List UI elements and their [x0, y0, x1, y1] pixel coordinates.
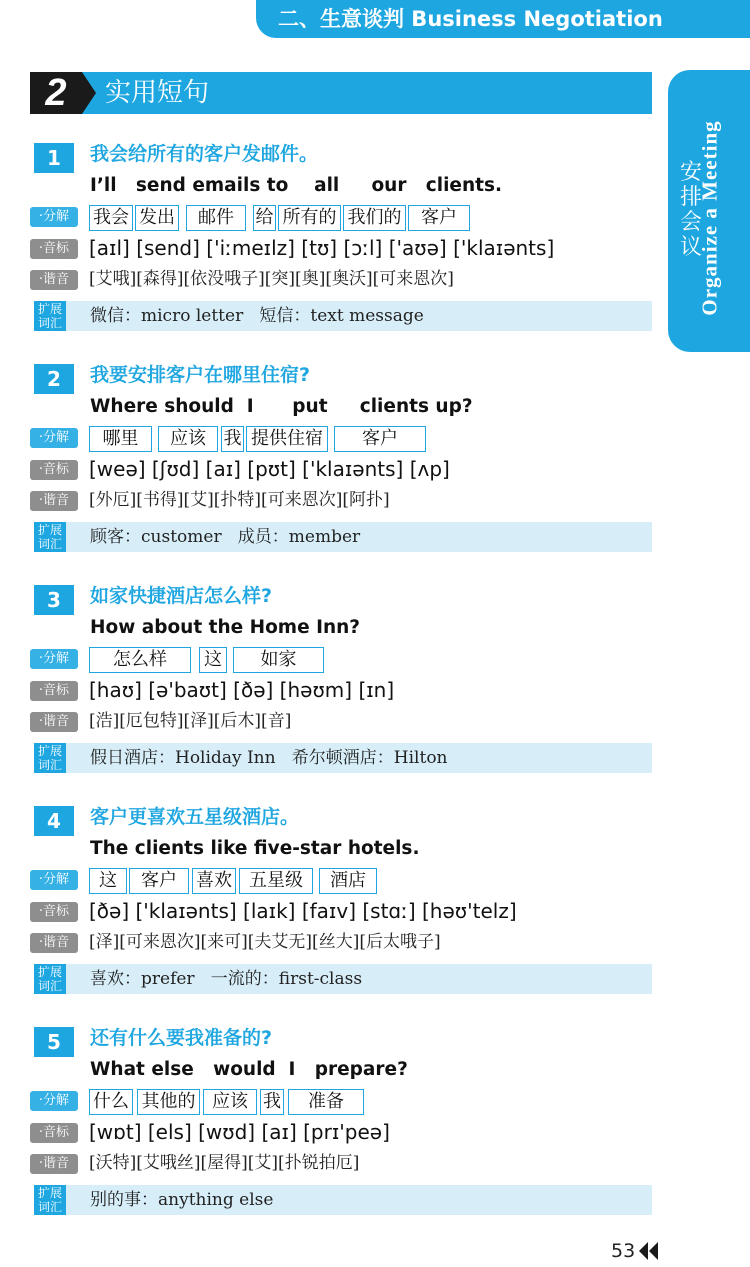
entry-cn-sentence: 我要安排客户在哪里住宿?: [90, 364, 311, 386]
segment-box: 应该: [158, 426, 218, 452]
extension-tag-line2: 词汇: [37, 979, 62, 993]
segment-box: 我会: [89, 205, 133, 231]
entry-cn-sentence: 我会给所有的客户发邮件。: [90, 143, 319, 165]
xieyin-tag: ·谐音: [30, 712, 78, 732]
extension-tag: [34, 743, 66, 773]
segment-box: 酒店: [319, 868, 377, 894]
segment-box: 客户: [334, 426, 426, 452]
xieyin-tag: ·谐音: [30, 933, 78, 953]
yinbiao-tag: ·音标: [30, 239, 78, 259]
segment-box: 客户: [408, 205, 470, 231]
phonetic-text: [ðə] ['klaɪənts] [laɪk] [faɪv] [stɑː] [həʊ'telz]: [89, 899, 517, 923]
segment-box: 其他的: [137, 1089, 200, 1115]
extension-text: 微信：micro letter 短信：text message: [90, 306, 424, 326]
segment-box: 提供住宿: [246, 426, 328, 452]
double-left-arrow-icon: [638, 1241, 660, 1261]
xieyin-tag: ·谐音: [30, 1154, 78, 1174]
phrase-entry-2: [0, 358, 750, 579]
entry-en-sentence: Where should I put clients up?: [90, 396, 473, 417]
phonetic-text: [weə] [ʃʊd] [aɪ] [pʊt] ['klaɪənts] [ʌp]: [89, 457, 450, 481]
yinbiao-tag: ·音标: [30, 1123, 78, 1143]
yinbiao-tag: ·音标: [30, 460, 78, 480]
extension-tag: [34, 522, 66, 552]
page-number: 53: [611, 1240, 636, 1262]
extension-tag: [34, 1185, 66, 1215]
segment-box: 这: [89, 868, 127, 894]
extension-vocab-bar: [34, 743, 652, 773]
segment-box: 应该: [203, 1089, 257, 1115]
extension-tag-line2: 词汇: [37, 758, 62, 772]
section-number: 2: [45, 72, 67, 114]
entry-number: 1: [34, 143, 74, 173]
entry-en-sentence: I’ll send emails to all our clients.: [90, 175, 503, 196]
segment-box: 五星级: [239, 868, 313, 894]
phonetic-text: [aɪl] [send] ['iːmeɪlz] [tʊ] [ɔːl] ['aʊə] ['klaɪənts]: [89, 236, 555, 260]
side-tab-char: 会: [679, 210, 702, 235]
segment-box: 什么: [89, 1089, 133, 1115]
extension-tag-line2: 词汇: [37, 537, 62, 551]
side-tab-char: 安: [679, 160, 702, 185]
extension-text: 别的事：anything else: [90, 1190, 274, 1210]
extension-vocab-bar: [34, 964, 652, 994]
segment-box: 客户: [129, 868, 189, 894]
phrase-entry-5: [0, 1021, 750, 1242]
segment-box: 邮件: [186, 205, 246, 231]
segment-box: 我: [221, 426, 244, 452]
segment-box: 我: [260, 1089, 284, 1115]
phonetic-text: [haʊ] [ə'baʊt] [ðə] [həʊm] [ɪn]: [89, 678, 395, 702]
yinbiao-tag: ·音标: [30, 902, 78, 922]
extension-tag-line1: 扩展: [37, 744, 62, 758]
segment-box: 准备: [288, 1089, 364, 1115]
extension-tag-line1: 扩展: [37, 965, 62, 979]
side-tab-char: 排: [679, 185, 702, 210]
extension-tag-line1: 扩展: [37, 523, 62, 537]
extension-tag: [34, 964, 66, 994]
segment-box: 如家: [233, 647, 324, 673]
extension-text: 顾客：customer 成员：member: [90, 527, 361, 547]
xieyin-text: [艾哦][森得][依没哦子][突][奥][奥沃][可来恩次]: [89, 269, 454, 289]
fenjie-tag: ·分解: [30, 1091, 78, 1111]
fenjie-tag: ·分解: [30, 870, 78, 890]
entry-cn-sentence: 还有什么要我准备的?: [90, 1027, 273, 1049]
entry-en-sentence: What else would I prepare?: [90, 1059, 408, 1080]
xieyin-text: [泽][可来恩次][来可][夫艾无][丝大][后太哦子]: [89, 932, 441, 952]
extension-tag-line2: 词汇: [37, 1200, 62, 1214]
phrase-entry-1: [0, 137, 750, 358]
extension-text: 喜欢：prefer 一流的：first-class: [90, 969, 363, 989]
entry-number: 4: [34, 806, 74, 836]
extension-vocab-bar: [34, 522, 652, 552]
segment-box: 哪里: [89, 426, 152, 452]
section-number-badge: [30, 72, 110, 114]
segment-box: 给: [253, 205, 276, 231]
fenjie-tag: ·分解: [30, 649, 78, 669]
entry-en-sentence: How about the Home Inn?: [90, 617, 361, 638]
entry-en-sentence: The clients like five-star hotels.: [90, 838, 420, 859]
entry-cn-sentence: 如家快捷酒店怎么样?: [90, 585, 273, 607]
xieyin-text: [沃特][艾哦丝][屋得][艾][扑锐拍厄]: [89, 1153, 360, 1173]
chapter-banner: 二、生意谈判 Business Negotiation: [256, 0, 750, 38]
extension-tag-line1: 扩展: [37, 1186, 62, 1200]
xieyin-text: [外厄][书得][艾][扑特][可来恩次][阿扑]: [89, 490, 390, 510]
xieyin-tag: ·谐音: [30, 491, 78, 511]
xieyin-text: [浩][厄包特][泽][后木][音]: [89, 711, 292, 731]
phrase-entry-3: [0, 579, 750, 800]
extension-tag: [34, 301, 66, 331]
segment-box: 喜欢: [192, 868, 236, 894]
section-header: [30, 72, 652, 114]
fenjie-tag: ·分解: [30, 428, 78, 448]
fenjie-tag: ·分解: [30, 207, 78, 227]
yinbiao-tag: ·音标: [30, 681, 78, 701]
segment-box: 我们的: [343, 205, 406, 231]
segment-box: 这: [199, 647, 227, 673]
extension-vocab-bar: [34, 1185, 652, 1215]
side-tab-en: Organize a Meeting: [697, 120, 722, 316]
entry-number: 3: [34, 585, 74, 615]
extension-tag-line1: 扩展: [37, 302, 62, 316]
entry-number: 5: [34, 1027, 74, 1057]
phrase-entry-4: [0, 800, 750, 1021]
segment-box: 发出: [135, 205, 179, 231]
side-tab-char: 议: [679, 235, 702, 260]
entry-number: 2: [34, 364, 74, 394]
phonetic-text: [wɒt] [els] [wʊd] [aɪ] [prɪ'peə]: [89, 1120, 390, 1144]
extension-vocab-bar: [34, 301, 652, 331]
extension-tag-line2: 词汇: [37, 316, 62, 330]
entry-cn-sentence: 客户更喜欢五星级酒店。: [90, 806, 300, 828]
xieyin-tag: ·谐音: [30, 270, 78, 290]
segment-box: 怎么样: [89, 647, 191, 673]
section-title: 实用短句: [105, 78, 210, 108]
segment-box: 所有的: [278, 205, 341, 231]
extension-text: 假日酒店：Holiday Inn 希尔顿酒店：Hilton: [90, 748, 448, 768]
